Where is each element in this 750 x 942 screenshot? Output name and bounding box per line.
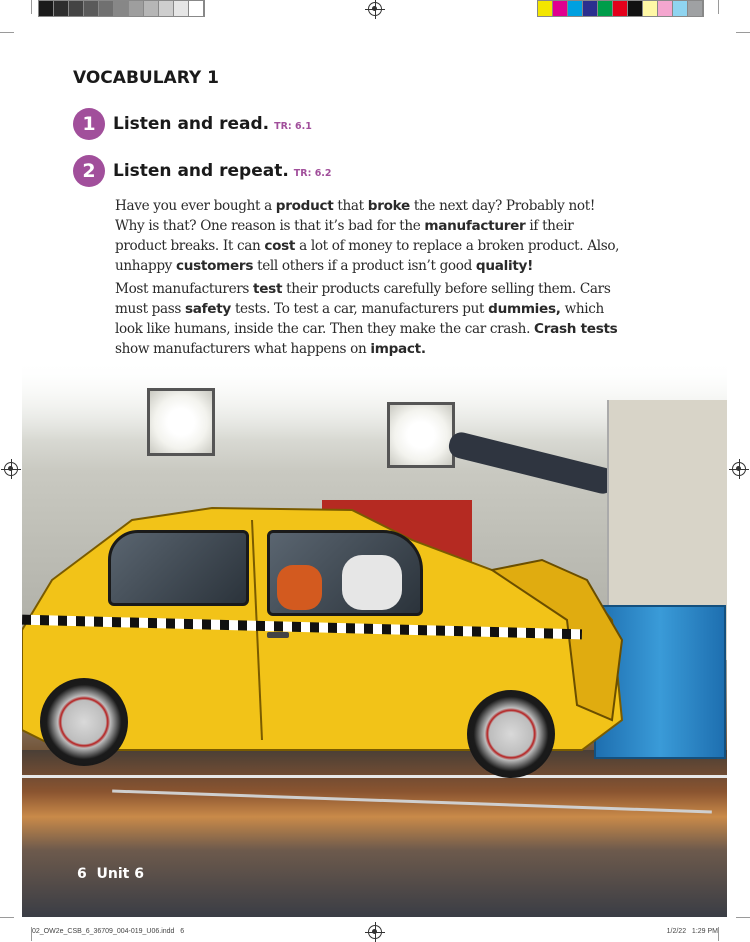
section-title: VOCABULARY 1 bbox=[73, 68, 219, 88]
reading-paragraph-1 bbox=[115, 196, 620, 276]
calibration-swatch bbox=[658, 1, 673, 16]
studio-lamp-center bbox=[387, 402, 455, 468]
vocabulary-word: product bbox=[275, 198, 334, 214]
rear-window bbox=[108, 530, 249, 606]
calibration-swatch bbox=[673, 1, 688, 16]
crop-mark-top-left bbox=[0, 32, 14, 33]
calibration-swatch bbox=[628, 1, 643, 16]
registration-mark-left bbox=[4, 462, 18, 476]
crop-mark-bottom-right-v bbox=[718, 927, 719, 941]
paragraph-text: that bbox=[333, 198, 368, 214]
calibration-swatch bbox=[174, 1, 189, 16]
print-datetime: 1/2/22 1:29 PM bbox=[666, 928, 718, 935]
crop-mark-top-left-v bbox=[31, 0, 32, 14]
calibration-swatch bbox=[129, 1, 144, 16]
task-number-badge: 2 bbox=[73, 155, 105, 187]
calibration-swatch bbox=[84, 1, 99, 16]
calibration-swatch bbox=[538, 1, 553, 16]
task-title: Listen and read. bbox=[113, 114, 270, 134]
task-listen-and-repeat bbox=[73, 155, 332, 187]
audio-track-label: TR: 6.2 bbox=[293, 167, 332, 179]
vocabulary-word: safety bbox=[185, 301, 231, 317]
registration-mark-bottom bbox=[368, 925, 382, 939]
paragraph-text: a lot of money to replace a broken product. Also, unhappy bbox=[115, 238, 620, 274]
vocabulary-word: manufacturer bbox=[424, 218, 526, 234]
calibration-swatch bbox=[553, 1, 568, 16]
registration-mark-top bbox=[368, 2, 382, 16]
calibration-swatch bbox=[144, 1, 159, 16]
calibration-swatch bbox=[69, 1, 84, 16]
vocabulary-word: dummies, bbox=[488, 301, 561, 317]
page-number-unit-label: 6 Unit 6 bbox=[77, 866, 144, 882]
crop-mark-bottom-left bbox=[0, 917, 14, 918]
crop-mark-bottom-right bbox=[736, 917, 750, 918]
paragraph-text: their products carefully before selling them. Cars must pass bbox=[115, 281, 611, 317]
calibration-swatch bbox=[159, 1, 174, 16]
calibration-swatch bbox=[568, 1, 583, 16]
calibration-swatch bbox=[99, 1, 114, 16]
registration-mark-right bbox=[732, 462, 746, 476]
crash-dummy-passenger bbox=[277, 565, 322, 610]
file-slug: 02_OW2e_CSB_6_36709_004-019_U06.indd 6 bbox=[32, 928, 185, 935]
audio-track-label: TR: 6.1 bbox=[274, 120, 312, 132]
vocabulary-word: impact. bbox=[370, 341, 426, 357]
crash-dummy bbox=[342, 555, 402, 610]
paragraph-text: which look like humans, inside the car. Then they make the car crash. bbox=[115, 301, 604, 337]
crop-mark-top-right-v bbox=[718, 0, 719, 14]
paragraph-text: the next day? Probably not! Why is that? One reason is that it’s bad for the bbox=[115, 198, 595, 234]
calibration-swatch bbox=[39, 1, 54, 16]
calibration-swatch bbox=[643, 1, 658, 16]
front-wheel bbox=[467, 690, 555, 778]
calibration-swatch bbox=[598, 1, 613, 16]
vocabulary-word: cost bbox=[264, 238, 296, 254]
door-handle bbox=[267, 632, 289, 638]
reading-paragraph-2 bbox=[115, 279, 620, 359]
vocabulary-word: customers bbox=[175, 258, 254, 274]
task-number-badge: 1 bbox=[73, 108, 105, 140]
studio-lamp-left bbox=[147, 388, 215, 456]
paragraph-text: Most manufacturers bbox=[115, 281, 254, 297]
rear-wheel bbox=[40, 678, 128, 766]
calibration-swatch bbox=[54, 1, 69, 16]
vocabulary-word: test bbox=[253, 281, 283, 297]
crash-test-photo bbox=[22, 360, 727, 917]
gray-calibration-strip bbox=[38, 0, 205, 17]
task-listen-and-read bbox=[73, 108, 312, 140]
task-title: Listen and repeat. bbox=[113, 161, 289, 181]
vocabulary-word: quality! bbox=[475, 258, 533, 274]
paragraph-text: if their product breaks. It can bbox=[115, 218, 574, 254]
crop-mark-top-right bbox=[736, 32, 750, 33]
calibration-swatch bbox=[114, 1, 129, 16]
calibration-swatch bbox=[688, 1, 703, 16]
paragraph-text: tell others if a product isn’t good bbox=[253, 258, 476, 274]
vocabulary-word: broke bbox=[367, 198, 410, 214]
paragraph-text: Have you ever bought a bbox=[115, 198, 276, 214]
calibration-swatch bbox=[189, 1, 204, 16]
color-calibration-strip bbox=[537, 0, 704, 17]
paragraph-text: tests. To test a car, manufacturers put bbox=[230, 301, 489, 317]
vocabulary-word: Crash tests bbox=[534, 321, 618, 337]
calibration-swatch bbox=[613, 1, 628, 16]
paragraph-text: show manufacturers what happens on bbox=[115, 341, 371, 357]
calibration-swatch bbox=[583, 1, 598, 16]
